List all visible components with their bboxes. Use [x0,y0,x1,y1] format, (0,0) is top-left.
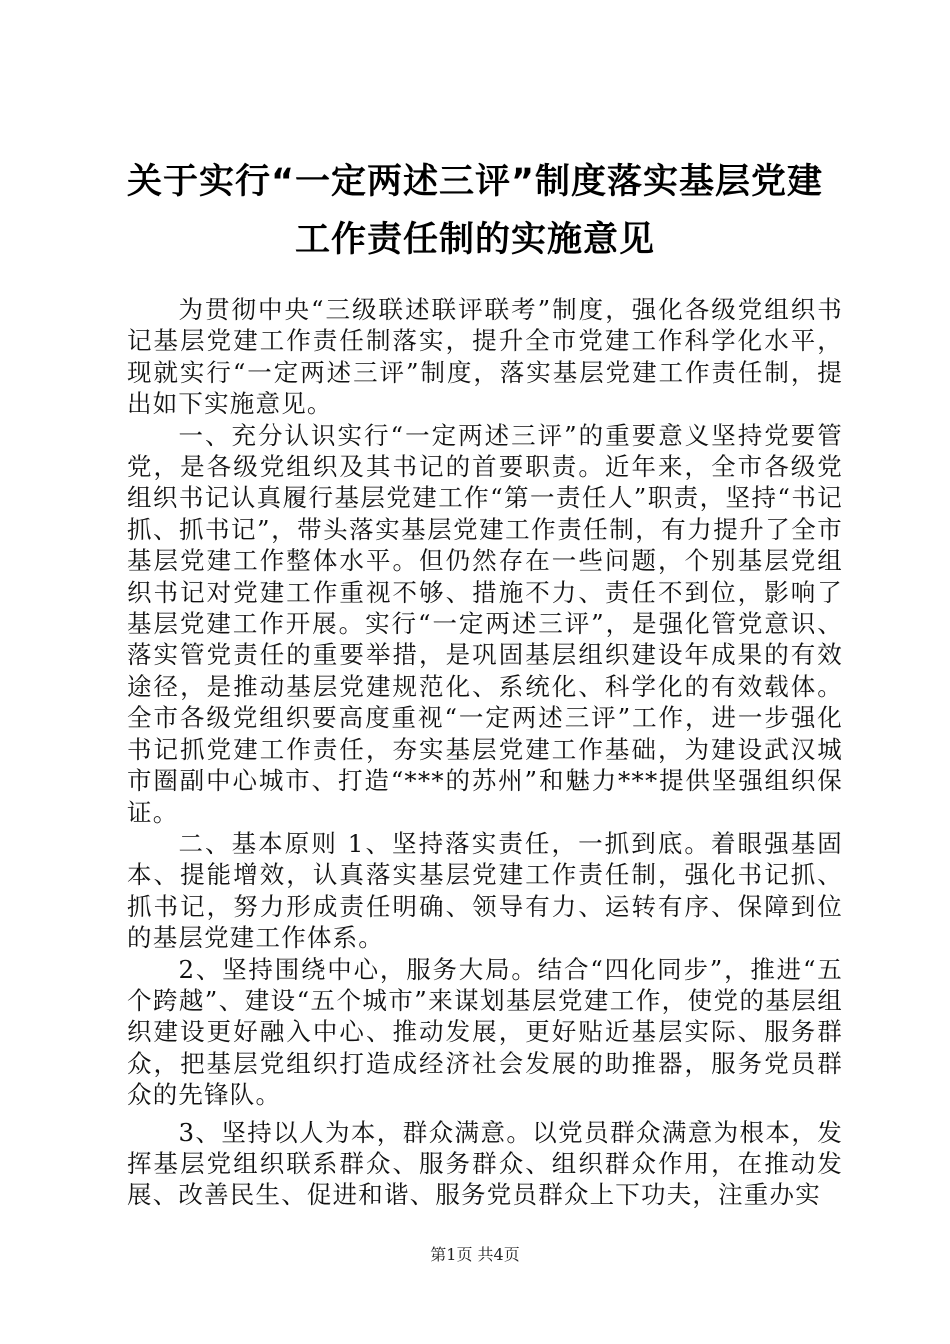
paragraph-section-2: 二、基本原则 1、坚持落实责任，一抓到底。着眼强基固本、提能增效，认真落实基层党建工作责任制，强化书记抓、抓书记，努力形成责任明确、领导有力、运转有序、保障到位的基层党建工作体系。 [127,828,843,953]
paragraph-section-1: 一、充分认识实行“一定两述三评”的重要意义坚持党要管党，是各级党组织及其书记的首要职责。近年来，全市各级党组织书记认真履行基层党建工作“第一责任人”职责，坚持“书记抓、抓书记”，带头落实基层党建工作责任制，有力提升了全市基层党建工作整体水平。但仍然存在一些问题，个别基层党组织书记对党建工作重视不够、措施不力、责任不到位，影响了基层党建工作开展。实行“一定两述三评”，是强化管党意识、落实管党责任的重要举措，是巩固基层组织建设年成果的有效途径，是推动基层党建规范化、系统化、科学化的有效载体。全市各级党组织要高度重视“一定两述三评”工作，进一步强化书记抓党建工作责任，夯实基层党建工作基础，为建设武汉城市圈副中心城市、打造“***的苏州”和魅力***提供坚强组织保证。 [127,420,843,827]
document-body [127,294,843,1211]
document-title-line-2: 工作责任制的实施意见 [294,220,655,260]
paragraph-intro: 为贯彻中央“三级联述联评联考”制度，强化各级党组织书记基层党建工作责任制落实，提升全市党建工作科学化水平，现就实行“一定两述三评”制度，落实基层党建工作责任制，提出如下实施意见。 [127,295,843,419]
page-number-footer: 第1页 共4页 [430,1245,520,1264]
paragraph-principle-3: 3、坚持以人为本，群众满意。以党员群众满意为根本，发挥基层党组织联系群众、服务群众、组织群众作用，在推动发展、改善民生、促进和谐、服务党员群众上下功夫，注重办实 [127,1117,843,1210]
paragraph-principle-2: 2、坚持围绕中心，服务大局。结合“四化同步”，推进“五个跨越”、建设“五个城市”来谋划基层党建工作，使党的基层组织建设更好融入中心、推动发展，更好贴近基层实际、服务群众，把基层党组织打造成经济社会发展的助推器，服务党员群众的先锋队。 [127,954,843,1110]
document-title-line-1: 关于实行“一定两述三评”制度落实基层党建 [126,162,823,202]
